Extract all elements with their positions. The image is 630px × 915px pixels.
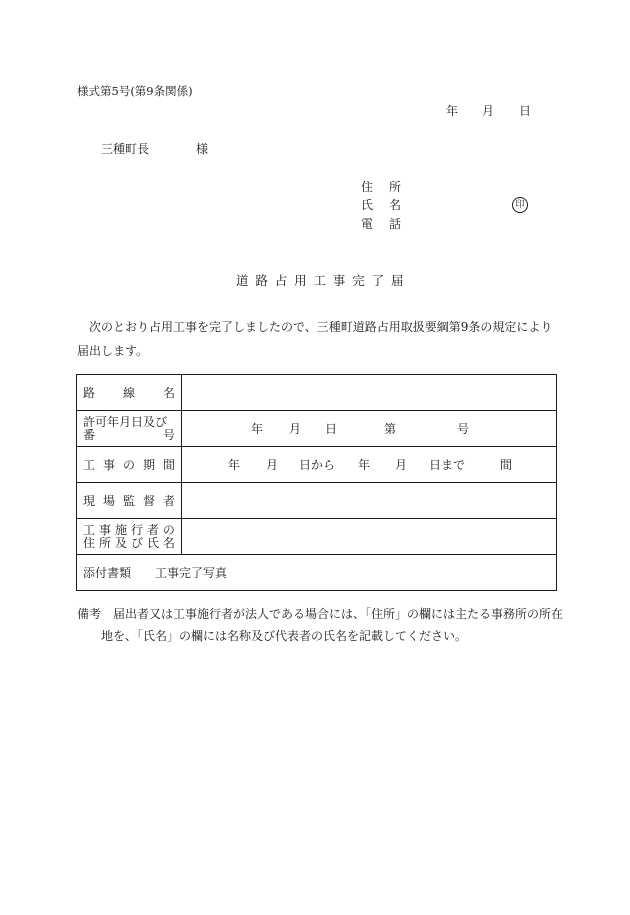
row-permit <box>77 411 557 447</box>
permit-year: 年 <box>251 421 264 436</box>
contractor-value[interactable] <box>182 519 557 555</box>
permit-value[interactable] <box>182 411 557 447</box>
period-label <box>77 447 182 483</box>
period-start-year: 年 <box>228 457 241 472</box>
row-attachments <box>77 555 557 591</box>
row-period <box>77 447 557 483</box>
label-char: 間 <box>162 457 175 472</box>
permit-month: 月 <box>289 421 302 436</box>
attachments-label: 添付書類 <box>83 565 132 580</box>
label-char: の <box>122 457 135 472</box>
recipient-suffix: 様 <box>196 142 209 156</box>
label-char: 工 <box>83 523 96 537</box>
date-year-label: 年 <box>446 104 459 118</box>
body-text: 次のとおり占用工事を完了しましたので、三種町道路占用取扱要綱第9条の規定により届出します。 <box>77 320 553 358</box>
phone-label-char: 電 <box>361 217 374 231</box>
label-char: 号 <box>162 427 175 442</box>
label-char: 者 <box>162 493 175 508</box>
label-char: 施 <box>114 523 127 537</box>
period-start-month: 月 <box>266 457 279 472</box>
name-label-char: 氏 <box>361 198 374 212</box>
period-value[interactable] <box>182 447 557 483</box>
permit-label <box>77 411 182 447</box>
attachments-value: 工事完了写真 <box>155 565 228 580</box>
address-label-char: 所 <box>389 180 402 194</box>
notes-line2: 地を、「氏名」の欄には名称及び代表者の氏名を記載してください。 <box>101 629 468 643</box>
attachments-cell <box>77 555 557 591</box>
recipient-name: 三種町長 <box>101 142 150 156</box>
notes-label: 備考 <box>77 607 102 621</box>
notes <box>77 603 567 647</box>
label-char: 事 <box>102 457 115 472</box>
notes-line1: 届出者又は工事施行者が法人である場合には、「住所」の欄には主たる事務所の所在 <box>113 607 564 621</box>
label-char: 路 <box>83 385 96 400</box>
label-char: 事 <box>98 523 111 537</box>
permit-label-line1: 許可年月日及び <box>83 414 168 429</box>
document-title: 道路占用工事完了届 <box>236 273 411 288</box>
seal-mark: 印 <box>512 197 528 213</box>
permit-day: 日 <box>325 421 338 436</box>
label-char: 工 <box>83 457 96 472</box>
form-number: 様式第5号(第9条関係) <box>77 84 193 98</box>
date-line <box>446 105 531 117</box>
label-char: 及 <box>114 536 127 550</box>
permit-number-suffix: 号 <box>457 421 470 436</box>
period-end-year: 年 <box>358 457 371 472</box>
period-end-month: 月 <box>395 457 408 472</box>
name-label <box>361 199 417 211</box>
label-char: 行 <box>130 523 143 537</box>
row-supervisor <box>77 483 557 519</box>
address-label <box>361 181 417 193</box>
phone-label-char: 話 <box>389 217 402 231</box>
label-char: 番 <box>83 427 96 442</box>
period-end-day: 日まで <box>429 457 466 472</box>
label-char: 氏 <box>146 536 159 550</box>
period-duration: 間 <box>500 457 513 472</box>
label-char: 監 <box>122 493 135 508</box>
label-char: び <box>130 536 143 550</box>
address-label-char: 住 <box>361 180 374 194</box>
contractor-label <box>77 519 182 555</box>
period-start-day: 日から <box>299 457 336 472</box>
row-contractor <box>77 519 557 555</box>
label-char: 所 <box>98 536 111 550</box>
label-char: 者 <box>146 523 159 537</box>
row-route-name <box>77 375 557 411</box>
label-char: 住 <box>83 536 96 550</box>
date-month-label: 月 <box>482 104 495 118</box>
name-label-char: 名 <box>389 198 402 212</box>
route-name-label <box>77 375 182 411</box>
label-char: 名 <box>162 536 175 550</box>
label-char: 線 <box>122 385 135 400</box>
label-char: の <box>162 523 175 537</box>
phone-label <box>361 218 417 230</box>
completion-form-table <box>76 374 557 591</box>
label-char: 名 <box>162 385 175 400</box>
supervisor-value[interactable] <box>182 483 557 519</box>
supervisor-label <box>77 483 182 519</box>
route-name-value[interactable] <box>182 375 557 411</box>
label-char: 期 <box>142 457 155 472</box>
label-char: 督 <box>142 493 155 508</box>
label-char: 現 <box>83 493 96 508</box>
permit-number-prefix: 第 <box>384 421 397 436</box>
date-day-label: 日 <box>519 104 532 118</box>
label-char: 場 <box>102 493 115 508</box>
